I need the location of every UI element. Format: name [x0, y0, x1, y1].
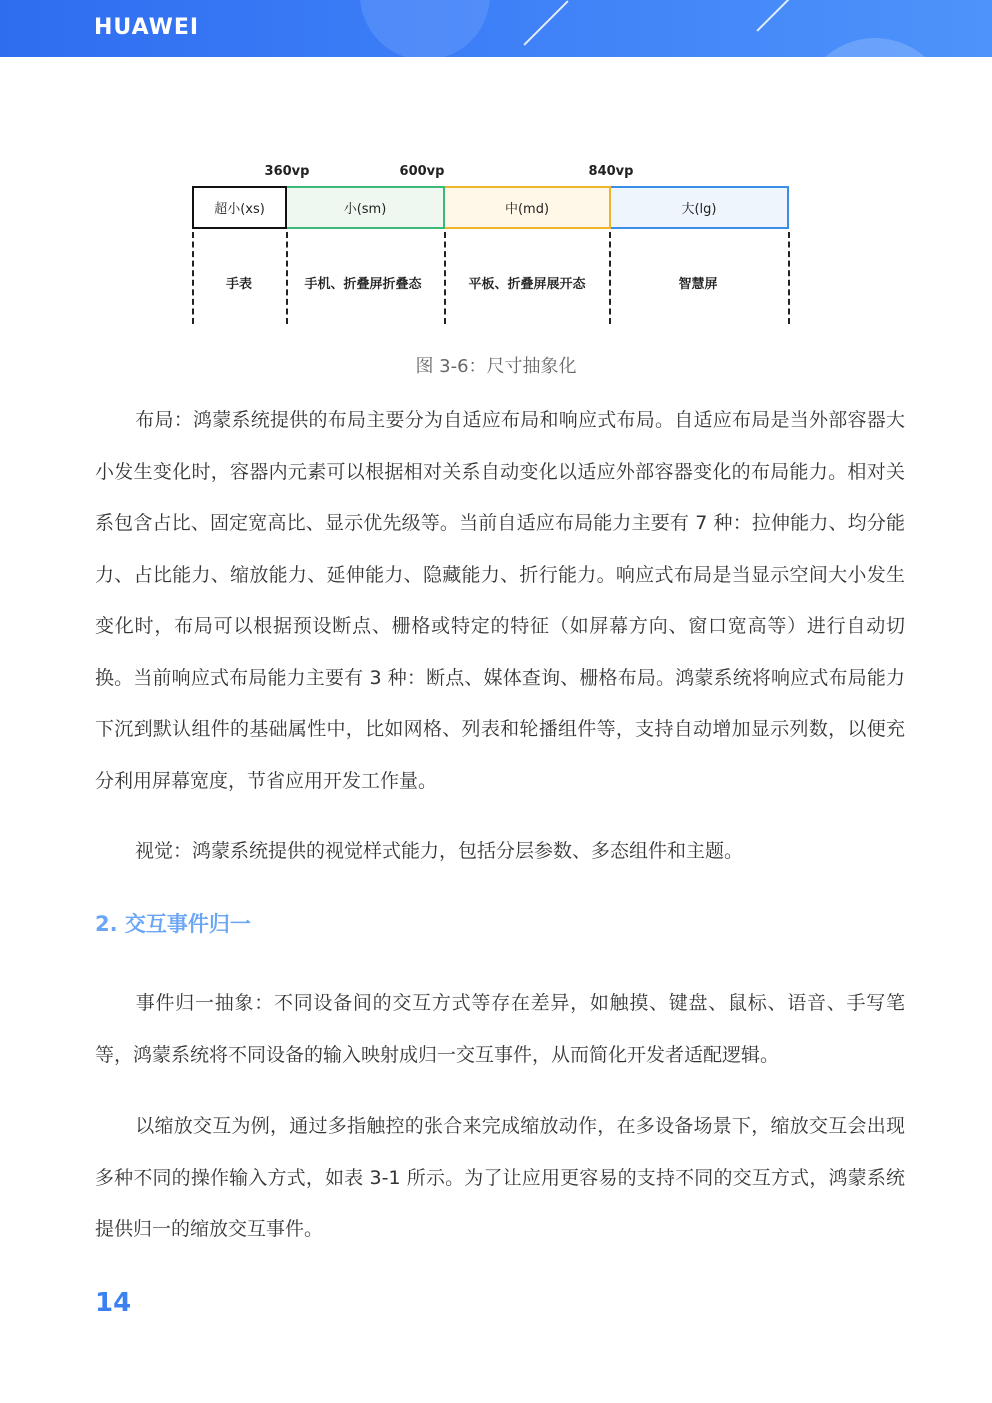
- paragraph-visual: [95, 826, 905, 878]
- paragraph-text: 布局：鸿蒙系统提供的布局主要分为自适应布局和响应式布局。自适应布局是当外部容器大小发生变化时，容器内元素可以根据相对关系自动变化以适应外部容器变化的布局能力。相对关系包含占比、固定宽高比、显示优先级等。当前自适应布局能力主要有 7 种：拉伸能力、均分能力、占比能力、缩放能力、延伸能力、隐藏能力、折行能力。响应式布局是当显示空间大小发生变化时，布局可以根据预设断点、栅格或特定的特征（如屏幕方向、窗口宽高等）进行自动切换。当前响应式布局能力主要有 3 种：断点、媒体查询、栅格布局。鸿蒙系统将响应式布局能力下沉到默认组件的基础属性中，比如网格、列表和轮播组件等，支持自动增加显示列数，以便充分利用屏幕宽度，节省应用开发工作量。: [95, 409, 905, 792]
- page-number: 14: [95, 1288, 132, 1318]
- figure-caption: 图 3-6：尺寸抽象化: [415, 356, 577, 377]
- segment-xs: 超小(xs): [192, 186, 287, 229]
- device-label: 手表: [225, 277, 253, 292]
- device-label: 手机、折叠屏折叠态: [304, 277, 422, 292]
- segment-sm: 小(sm): [287, 186, 445, 229]
- paragraph-event-abstraction: [95, 978, 905, 1081]
- paragraph-zoom-example: [95, 1101, 905, 1256]
- paragraph-text: 视觉：鸿蒙系统提供的视觉样式能力，包括分层参数、多态组件和主题。: [135, 840, 744, 862]
- divider-dashed: [609, 232, 611, 324]
- device-label: 智慧屏: [678, 277, 718, 292]
- divider-dashed: [192, 232, 194, 324]
- paragraph-text: 事件归一抽象：不同设备间的交互方式等存在差异，如触摸、键盘、鼠标、语音、手写笔等，鸿蒙系统将不同设备的输入映射成归一交互事件，从而简化开发者适配逻辑。: [95, 992, 905, 1066]
- divider-dashed: [286, 232, 288, 324]
- paragraph-text: 以缩放交互为例，通过多指触控的张合来完成缩放动作，在多设备场景下，缩放交互会出现多种不同的操作输入方式，如表 3-1 所示。为了让应用更容易的支持不同的交互方式，鸿蒙系统提供归一的缩放交互事件。: [95, 1115, 905, 1240]
- divider-dashed: [444, 232, 446, 324]
- breakpoint-label: 840vp: [588, 164, 634, 179]
- divider-dashed: [788, 232, 790, 324]
- breakpoint-label: 600vp: [399, 164, 445, 179]
- segment-md: 中(md): [445, 186, 611, 229]
- segment-lg: 大(lg): [611, 186, 789, 229]
- section-heading: 2. 交互事件归一: [95, 912, 251, 936]
- breakpoint-label: 360vp: [264, 164, 310, 179]
- paragraph-layout: [95, 395, 905, 807]
- brand-logo-text: HUAWEI: [94, 15, 200, 40]
- size-abstraction-diagram: [0, 0, 992, 340]
- device-label: 平板、折叠屏展开态: [468, 277, 586, 292]
